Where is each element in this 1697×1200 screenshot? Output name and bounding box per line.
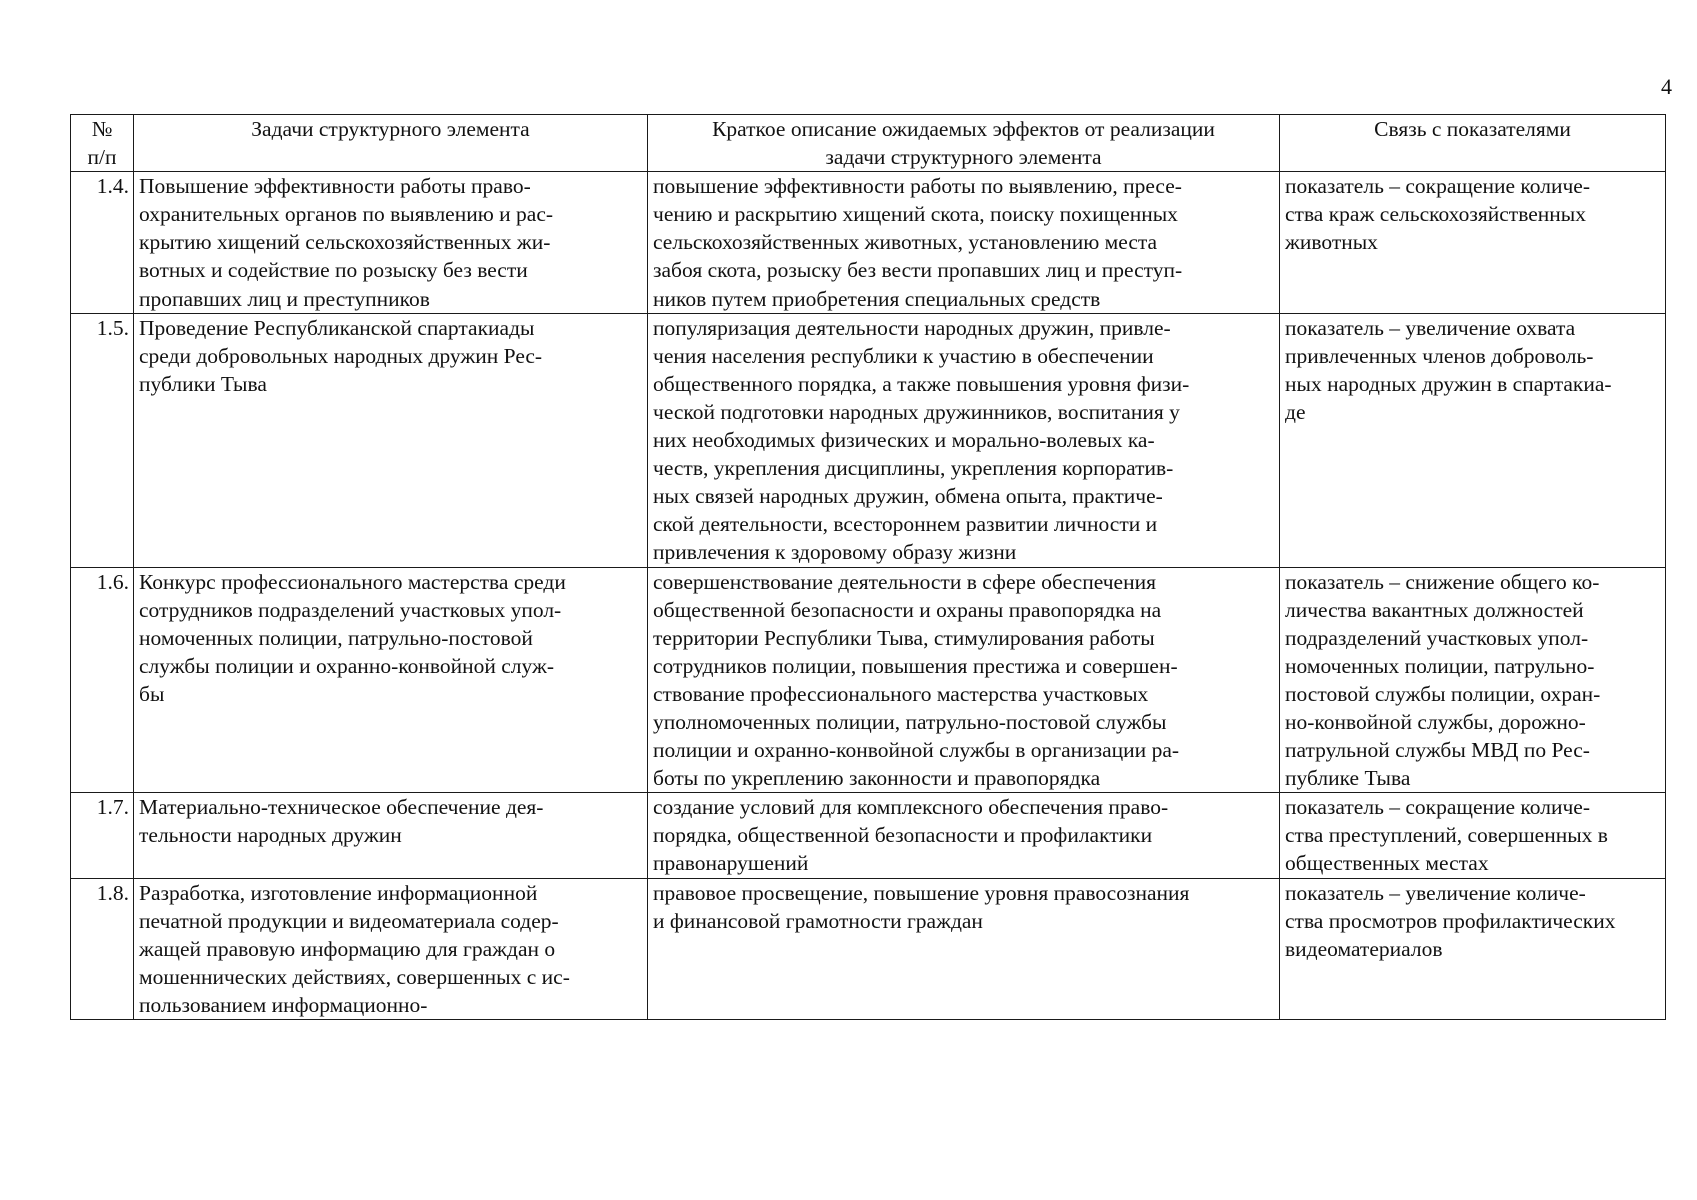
row-link: показатель – сокращение количе- ства краж сельскохозяйственных животных bbox=[1280, 172, 1666, 313]
header-description: Краткое описание ожидаемых эффектов от реализации задачи структурного элемента bbox=[648, 115, 1280, 172]
row-num: 1.5. bbox=[71, 313, 134, 567]
row-num: 1.6. bbox=[71, 567, 134, 793]
row-description: создание условий для комплексного обеспечения право- порядка, общественной безопасности и профилактики правонарушений bbox=[648, 793, 1280, 878]
row-num: 1.4. bbox=[71, 172, 134, 313]
row-num: 1.8. bbox=[71, 878, 134, 1019]
header-task: Задачи структурного элемента bbox=[134, 115, 648, 172]
page-number: 4 bbox=[1661, 74, 1672, 99]
row-task: Проведение Республиканской спартакиады среди добровольных народных дружин Рес- публики Тыва bbox=[134, 313, 648, 567]
header-link: Связь с показателями bbox=[1280, 115, 1666, 172]
table-row bbox=[71, 878, 1666, 1019]
header-num: № п/п bbox=[71, 115, 134, 172]
row-num: 1.7. bbox=[71, 793, 134, 878]
row-description: популяризация деятельности народных дружин, привле- чения населения республики к участию в обеспечении общественного порядка, а также повышения уровня физи- ческой подготовки народных дружинников, воспитания у них необходимых физических и морально-волевых ка- честв, укрепления дисциплины, укрепления корпоратив- ных связей народных дружин, обмена опыта, практиче- ской деятельности, всестороннем развитии личности и привлечения к здоровому образу жизни bbox=[648, 313, 1280, 567]
row-task: Повышение эффективности работы право- охранительных органов по выявлению и рас- крытию хищений сельскохозяйственных жи- вотных и содействие по розыску без вести пропавших лиц и преступников bbox=[134, 172, 648, 313]
table-header-row bbox=[71, 115, 1666, 172]
row-description: правовое просвещение, повышение уровня правосознания и финансовой грамотности граждан bbox=[648, 878, 1280, 1019]
table-row bbox=[71, 172, 1666, 313]
table-row bbox=[71, 793, 1666, 878]
row-task: Материально-техническое обеспечение дея- тельности народных дружин bbox=[134, 793, 648, 878]
table-row bbox=[71, 313, 1666, 567]
row-task: Конкурс профессионального мастерства среди сотрудников подразделений участковых упол- номоченных полиции, патрульно-постовой службы полиции и охранно-конвойной служ- бы bbox=[134, 567, 648, 793]
row-task: Разработка, изготовление информационной печатной продукции и видеоматериала содер- жащей правовую информацию для граждан о мошеннических действиях, совершенных с ис- пользованием информационно- bbox=[134, 878, 648, 1019]
row-description: повышение эффективности работы по выявлению, пресе- чению и раскрытию хищений скота, поиску похищенных сельскохозяйственных животных, установлению места забоя скота, розыску без вести пропавших лиц и преступ- ников путем приобретения специальных средств bbox=[648, 172, 1280, 313]
row-link: показатель – снижение общего ко- личества вакантных должностей подразделений участковых упол- номоченных полиции, патрульно- постовой службы полиции, охран- но-конвойной службы, дорожно- патрульной службы МВД по Рес- публике Тыва bbox=[1280, 567, 1666, 793]
tasks-table bbox=[70, 114, 1666, 1020]
row-link: показатель – увеличение охвата привлеченных членов доброволь- ных народных дружин в спартакиа- де bbox=[1280, 313, 1666, 567]
row-link: показатель – увеличение количе- ства просмотров профилактических видеоматериалов bbox=[1280, 878, 1666, 1019]
row-description: совершенствование деятельности в сфере обеспечения общественной безопасности и охраны правопорядка на территории Республики Тыва, стимулирования работы сотрудников полиции, повышения престижа и совершен- ствование профессионального мастерства участковых уполномоченных полиции, патрульно-постовой службы полиции и охранно-конвойной службы в организации ра- боты по укреплению законности и правопорядка bbox=[648, 567, 1280, 793]
table-row bbox=[71, 567, 1666, 793]
row-link: показатель – сокращение количе- ства преступлений, совершенных в общественных местах bbox=[1280, 793, 1666, 878]
